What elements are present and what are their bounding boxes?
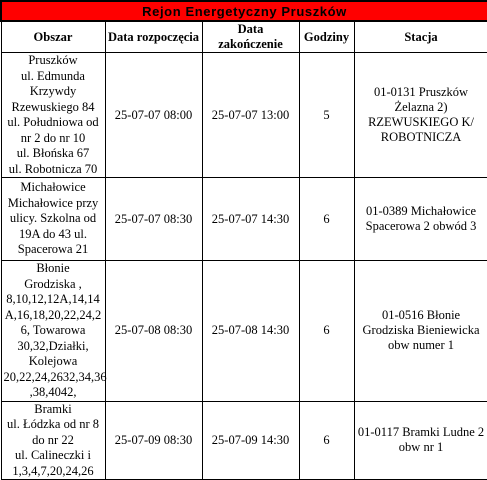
cell-obszar-line: A,16,18,20,22,24,2 (4, 307, 102, 322)
table-row (1, 53, 487, 178)
cell-obszar-line: ul. Południowa od (7, 115, 99, 129)
cell-station-line: Spacerowa 2 obwód 3 (365, 219, 477, 233)
table-row (1, 178, 487, 261)
cell-obszar-line: ul. Błońska 67 (16, 146, 90, 160)
cell-end-date: 25-07-07 14:30 (202, 178, 299, 261)
cell-obszar-line: Bramki (34, 401, 72, 416)
cell-start-date: 25-07-07 08:00 (105, 53, 202, 178)
cell-obszar-line: ul. Robotnicza 70 (8, 161, 98, 176)
cell-obszar-line: Michałowice (20, 180, 86, 195)
cell-hours: 5 (299, 53, 354, 178)
column-header-obszar: Obszar (1, 21, 105, 53)
cell-obszar (1, 261, 105, 402)
cell-obszar-line: Kolejowa (28, 354, 78, 368)
cell-obszar-line: Michałowice przy (7, 195, 99, 210)
cell-station-line: obw nr 1 (398, 440, 444, 455)
cell-start-date: 25-07-07 08:30 (105, 178, 202, 261)
cell-start-date: 25-07-08 08:30 (105, 261, 202, 402)
cell-obszar-line: ul. Calineczki i (14, 448, 92, 462)
cell-obszar-line: 30,32,Działki, (17, 338, 89, 353)
cell-hours: 6 (299, 401, 354, 480)
cell-obszar-line: 1,3,4,7,20,24,26 (12, 463, 94, 478)
column-header-end-date: Data zakończenie (202, 21, 299, 53)
cell-station-line: 01-0389 Michałowice (366, 204, 477, 218)
column-header-start-date: Data rozpoczęcia (105, 21, 202, 53)
cell-obszar-line: Rzewuskiego 84 (11, 99, 95, 114)
cell-obszar-line: Pruszków (28, 53, 78, 67)
column-header-station: Stacja (354, 21, 487, 53)
cell-station-line: 01-0516 Błonie (381, 308, 461, 323)
cell-obszar-line: ulicy. Szkolna od (9, 211, 97, 226)
cell-obszar-line: 20,22,24,2632,34,36 (3, 369, 107, 384)
cell-station-line: Żelazna 2) (394, 100, 448, 114)
cell-obszar-line: ul. Edmunda (21, 68, 85, 83)
cell-station (354, 261, 487, 402)
table-row (1, 261, 487, 402)
cell-station-line: 01-0117 Bramki Ludne 2 (357, 425, 485, 440)
cell-obszar-line: Grodziska , (24, 276, 82, 291)
cell-station (354, 401, 487, 480)
cell-start-date: 25-07-09 08:30 (105, 401, 202, 480)
cell-station-line: ROBOTNICZA (380, 130, 462, 144)
cell-station (354, 178, 487, 261)
cell-obszar-line: 19A do 43 ul. (18, 226, 88, 241)
cell-obszar (1, 53, 105, 178)
cell-end-date: 25-07-08 14:30 (202, 261, 299, 402)
cell-obszar-line: nr 2 do nr 10 (20, 130, 86, 145)
column-header-hours: Godziny (299, 21, 354, 53)
cell-end-date: 25-07-09 14:30 (202, 401, 299, 480)
cell-station (354, 53, 487, 178)
cell-station-line: obw numer 1 (388, 338, 455, 353)
cell-hours: 6 (299, 261, 354, 402)
cell-obszar-line: Spacerowa 21 (17, 242, 89, 257)
table-title: Rejon Energetyczny Pruszków (1, 1, 487, 21)
cell-station-line: 01-0131 Pruszków (373, 85, 469, 99)
cell-end-date: 25-07-07 13:00 (202, 53, 299, 178)
cell-station-line: RZEWUSKIEGO K/ (368, 115, 474, 129)
cell-obszar-line: do nr 22 (32, 432, 74, 447)
cell-obszar (1, 178, 105, 261)
cell-station-line: Grodziska Bieniewicka (362, 323, 480, 338)
cell-obszar-line: Krzywdy (29, 84, 77, 98)
cell-obszar-line: 6, Towarowa (20, 323, 86, 337)
cell-obszar-line: 8,10,12,12A,14,14 (6, 292, 100, 306)
cell-obszar-line: Błonie (36, 261, 70, 275)
cell-obszar-line: ,38,4042, (29, 385, 77, 399)
cell-obszar (1, 401, 105, 480)
cell-obszar-line: ul. Łódzka od nr 8 (7, 417, 99, 431)
cell-hours: 6 (299, 178, 354, 261)
table-row (1, 401, 487, 480)
